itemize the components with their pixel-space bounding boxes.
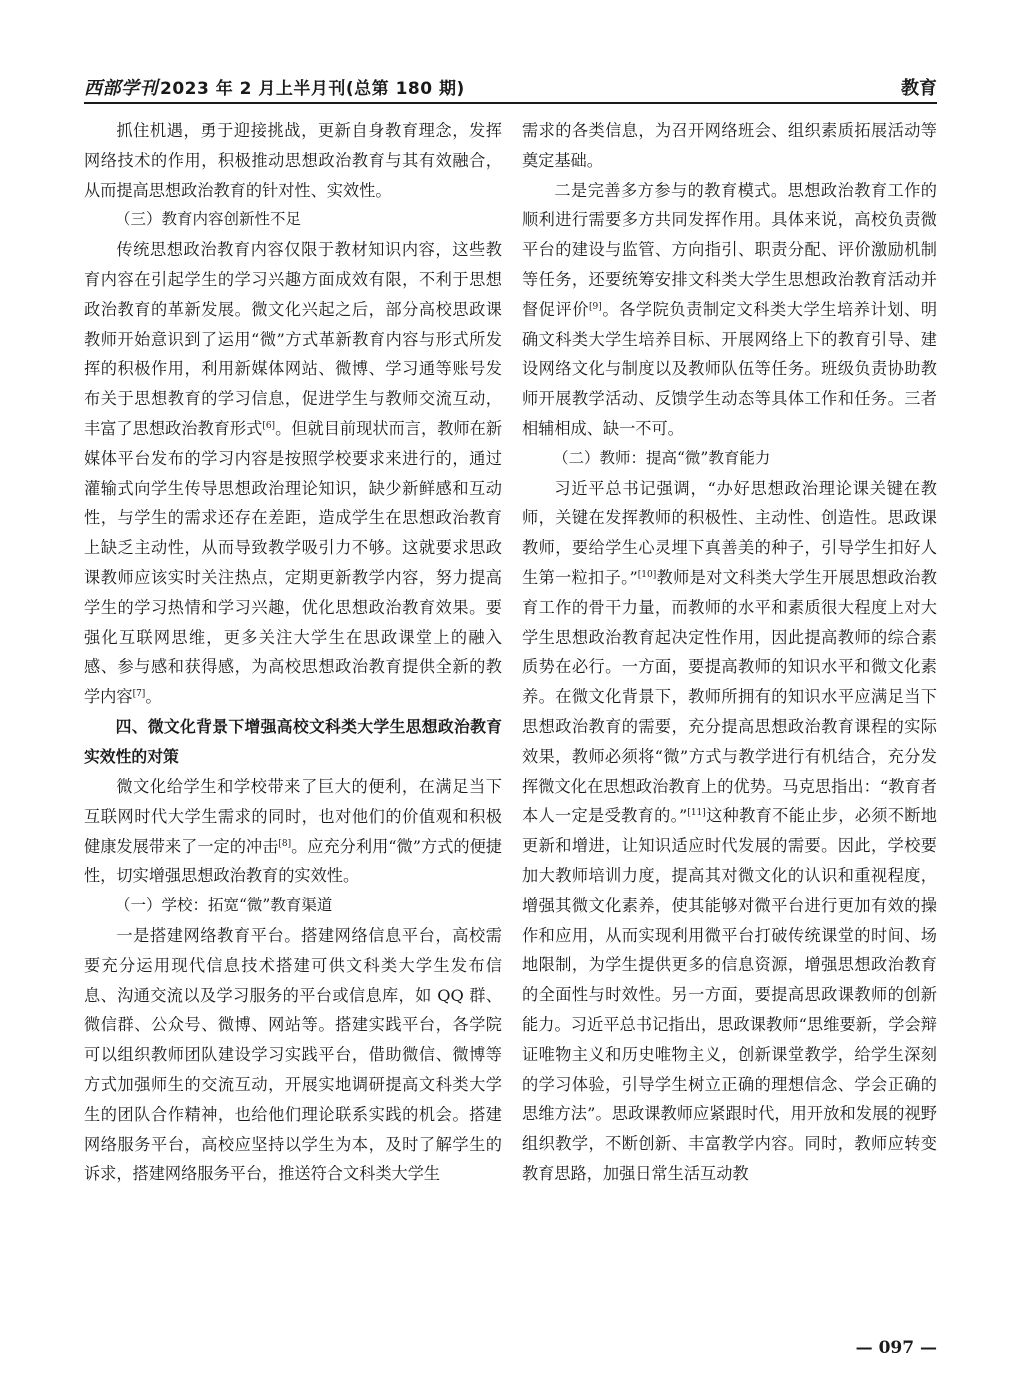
paragraph: 习近平总书记强调，“办好思想政治理论课关键在教师，关键在发挥教师的积极性、主动性、创造性。思政课教师，要给学生心灵埋下真善美的种子，引导学生扣好人生第一粒扣子。”[10]教师是对文科类大学生开展思想政治教育工作的骨干力量，而教师的水平和素质很大程度上对大学生思想政治教育起决定性作用，因此提高教师的综合素质势在必行。一方面，要提高教师的知识水平和微文化素养。在微文化背景下，教师所拥有的知识水平应满足当下思想政治教育的需要，充分提高思想政治教育课程的实际效果，教师必须将“微”方式与教学进行有机结合，充分发挥微文化在思想政治教育上的优势。马克思指出：“教育者本人一定是受教育的。”[11]这种教育不能止步，必须不断地更新和增进，让知识适应时代发展的需要。因此，学校要加大教师培训力度，提高其对微文化的认识和重视程度，增强其微文化素养，使其能够对微平台进行更加有效的操作和应用，从而实现利用微平台打破传统课堂的时间、场地限制，为学生提供更多的信息资源，增强思想政治教育的全面性与时效性。另一方面，要提高思政课教师的创新能力。习近平总书记指出，思政课教师“思维要新，学会辩证唯物主义和历史唯物主义，创新课堂教学，给学生深刻的学习体验，引导学生树立正确的理想信念、学会正确的思维方法”。思政课教师应紧跟时代，用开放和发展的视野组织教学，不断创新、丰富教学内容。同时，教师应转变教育思路，加强日常生活互动教	[522, 478, 937, 1183]
journal-logo: 西部学刊	[84, 78, 158, 99]
paragraph: 抓住机遇，勇于迎接挑战，更新自身教育理念，发挥网络技术的作用，积极推动思想政治教育与其有效融合，从而提高思想政治教育的针对性、实效性。	[84, 121, 502, 200]
subsection-heading: （三）教育内容创新性不足	[115, 210, 302, 229]
subsection-heading: （二）教师：提高“微”教育能力	[553, 448, 771, 467]
citation-ref: [10]	[637, 569, 657, 580]
journal-issue-line	[84, 74, 465, 100]
running-header	[84, 72, 937, 104]
paragraph: 需求的各类信息，为召开网络班会、组织素质拓展活动等奠定基础。	[522, 121, 937, 170]
right-column	[522, 116, 937, 1189]
left-column	[84, 116, 502, 1189]
citation-ref: [8]	[278, 838, 292, 849]
section-heading: 四、微文化背景下增强高校文科类大学生思想政治教育实效性的对策	[84, 716, 502, 766]
paragraph: 一是搭建网络教育平台。搭建网络信息平台，高校需要充分运用现代信息技术搭建可供文科类大学生发布信息、沟通交流以及学习服务的平台或信息库，如 QQ 群、微信群、公众号、微博、网站等。搭建实践平台，各学院可以组织教师团队建设学习实践平台，借助微信、微博等方式加强师生的交流互动，开展实地调研提高文科类大学生的团队合作精神，也给他们理论联系实践的机会。搭建网络服务平台，高校应坚持以学生为本，及时了解学生的诉求，搭建网络服务平台，推送符合文科类大学生	[84, 925, 502, 1184]
subsection-heading: （一）学校：拓宽“微”教育渠道	[115, 896, 333, 915]
paragraph: 二是完善多方参与的教育模式。思想政治教育工作的顺利进行需要多方共同发挥作用。具体来说，高校负责微平台的建设与监管、方向指引、职责分配、评价激励机制等任务，还要统筹安排文科类大学生思想政治教育活动并督促评价[9]。各学院负责制定文科类大学生培养计划、明确文科类大学生培养目标、开展网络上下的教育引导、建设网络文化与制度以及教师队伍等任务。班级负责协助教师开展教学活动、反馈学生动态等具体工作和任务。三者相辅相成、缺一不可。	[522, 180, 938, 438]
page-number: — 097 —	[855, 1338, 937, 1358]
citation-ref: [6]	[262, 420, 276, 431]
paragraph: 传统思想政治教育内容仅限于教材知识内容，这些教育内容在引起学生的学习兴趣方面成效有限，不利于思想政治教育的革新发展。微文化兴起之后，部分高校思政课教师开始意识到了运用“微”方式革新教育内容与形式所发挥的积极作用，利用新媒体网站、微博、学习通等账号发布关于思想教育的学习信息，促进学生与教师交流互动，丰富了思想政治教育形式[6]。但就目前现状而言，教师在新媒体平台发布的学习内容是按照学校要求来进行的，通过灌输式向学生传导思想政治理论知识，缺少新鲜感和互动性，与学生的需求还存在差距，造成学生在思想政治教育上缺乏主动性，从而导致教学吸引力不够。这就要求思政课教师应该实时关注热点，定期更新教学内容，努力提高学生的学习热情和学习兴趣，优化思想政治教育效果。要强化互联网思维，更多关注大学生在思政课堂上的融入感、参与感和获得感，为高校思想政治教育提供全新的教学内容[7]。	[84, 240, 503, 707]
citation-ref: [9]	[589, 301, 602, 312]
citation-ref: [11]	[687, 808, 706, 819]
paragraph: 微文化给学生和学校带来了巨大的便利，在满足当下互联网时代大学生需求的同时，也对他们的价值观和积极健康发展带来了一定的冲击[8]。应充分利用“微”方式的便捷性，切实增强思想政治教育的实效性。	[84, 776, 502, 886]
section-label: 教育	[901, 78, 937, 99]
citation-ref: [7]	[132, 689, 146, 700]
issue-label: 2023 年 2 月上半月刊(总第 180 期)	[160, 79, 465, 99]
